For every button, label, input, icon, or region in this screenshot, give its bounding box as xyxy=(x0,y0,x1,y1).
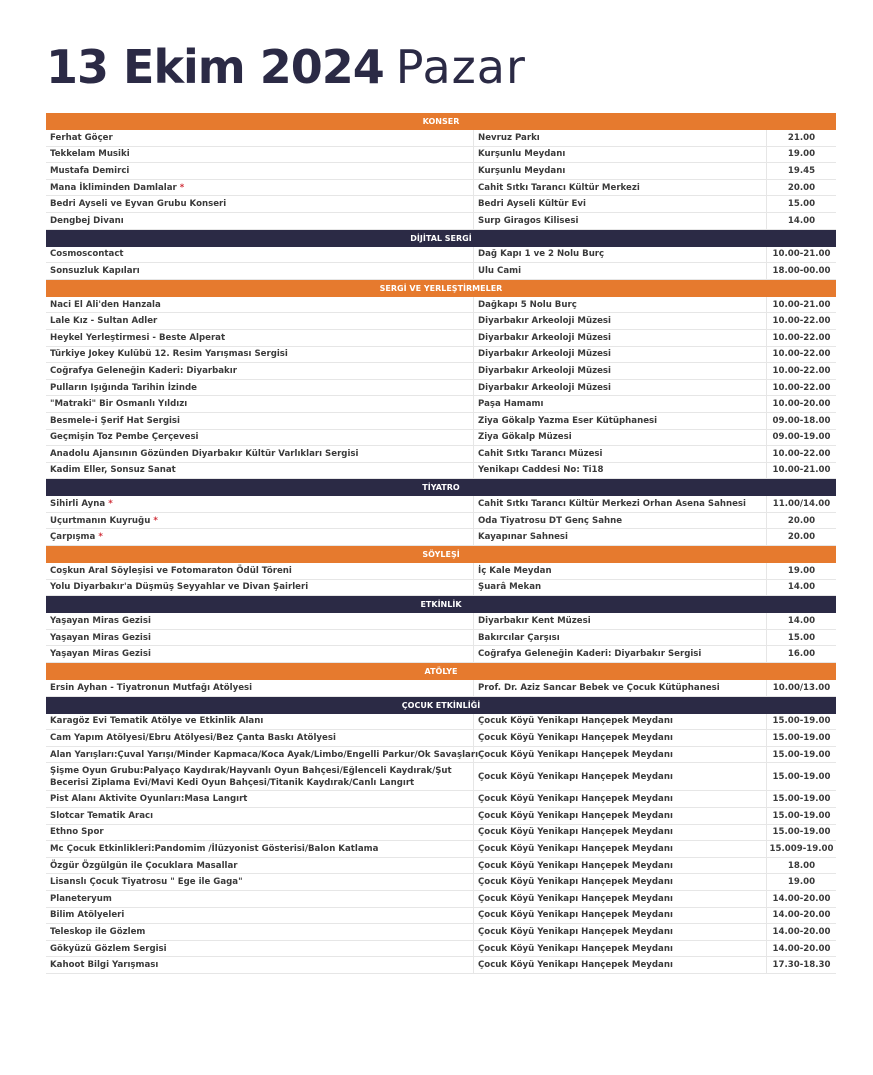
event-cell xyxy=(46,791,474,807)
venue-cell: Kurşunlu Meydanı xyxy=(474,163,767,179)
event-name: Pulların Işığında Tarihin İzinde xyxy=(50,382,197,393)
time-cell: 14.00 xyxy=(787,616,816,627)
venue-cell: Çocuk Köyü Yenikapı Hançepek Meydanı xyxy=(474,924,767,940)
table-row xyxy=(46,808,836,825)
event-name: Sonsuzluk Kapıları xyxy=(50,265,140,276)
venue-cell: Oda Tiyatrosu DT Genç Sahne xyxy=(474,513,767,529)
venue-cell: Çocuk Köyü Yenikapı Hançepek Meydanı xyxy=(474,747,767,763)
event-name: Mustafa Demirci xyxy=(50,165,130,176)
table-row xyxy=(46,858,836,875)
event-cell xyxy=(46,808,474,824)
venue-cell: Diyarbakır Arkeoloji Müzesi xyxy=(474,330,767,346)
venue-cell: Paşa Hamamı xyxy=(474,396,767,412)
venue-cell: Kayapınar Sahnesi xyxy=(474,529,767,545)
event-name: Çarpışma xyxy=(50,532,96,543)
event-cell xyxy=(46,730,474,746)
event-name: Kadim Eller, Sonsuz Sanat xyxy=(50,465,176,476)
venue-cell: İç Kale Meydan xyxy=(474,563,767,579)
table-row xyxy=(46,463,836,480)
venue-cell: Surp Giragos Kilisesi xyxy=(474,213,767,229)
table-row xyxy=(46,646,836,663)
event-cell xyxy=(46,763,474,790)
table-row xyxy=(46,413,836,430)
event-name: Yaşayan Miras Gezisi xyxy=(50,649,151,660)
event-name: Coğrafya Geleneğin Kaderi: Diyarbakır xyxy=(50,365,237,376)
event-cell xyxy=(46,580,474,596)
event-cell xyxy=(46,263,474,279)
table-row xyxy=(46,163,836,180)
time-cell: 10.00-22.00 xyxy=(772,316,831,327)
table-row xyxy=(46,313,836,330)
time-cell: 19.00 xyxy=(787,565,816,576)
event-name: Ersin Ayhan - Tiyatronun Mutfağı Atölyesi xyxy=(50,682,253,693)
venue-cell: Çocuk Köyü Yenikapı Hançepek Meydanı xyxy=(474,891,767,907)
venue-cell: Çocuk Köyü Yenikapı Hançepek Meydanı xyxy=(474,874,767,890)
table-row xyxy=(46,763,836,791)
venue-cell: Diyarbakır Arkeoloji Müzesi xyxy=(474,363,767,379)
table-row xyxy=(46,841,836,858)
event-cell xyxy=(46,646,474,662)
time-cell: 17.30-18.30 xyxy=(772,960,831,971)
table-row xyxy=(46,747,836,764)
time-cell: 15.009-19.00 xyxy=(769,843,834,854)
table-row xyxy=(46,957,836,974)
event-name: Slotcar Tematik Aracı xyxy=(50,810,154,821)
event-name: Özgür Özgülgün ile Çocuklara Masallar xyxy=(50,860,238,871)
table-row xyxy=(46,730,836,747)
time-cell: 15.00-19.00 xyxy=(772,827,831,838)
event-name: Planeteryum xyxy=(50,893,112,904)
event-name: Anadolu Ajansının Gözünden Diyarbakır Kültür Varlıkları Sergisi xyxy=(50,448,359,459)
event-cell xyxy=(46,957,474,973)
section-header: SÖYLEŞİ xyxy=(46,546,836,563)
event-cell xyxy=(46,891,474,907)
event-name: Heykel Yerleştirmesi - Beste Alperat xyxy=(50,332,226,343)
venue-cell: Bakırcılar Çarşısı xyxy=(474,630,767,646)
table-row xyxy=(46,130,836,147)
section-header: DİJİTAL SERGİ xyxy=(46,230,836,247)
venue-cell: Prof. Dr. Aziz Sancar Bebek ve Çocuk Kütüphanesi xyxy=(474,680,767,696)
event-name: Gökyüzü Gözlem Sergisi xyxy=(50,943,167,954)
time-cell: 10.00-22.00 xyxy=(772,365,831,376)
table-row xyxy=(46,891,836,908)
table-row xyxy=(46,380,836,397)
time-cell: 14.00-20.00 xyxy=(772,943,831,954)
event-cell xyxy=(46,380,474,396)
venue-cell: Ulu Cami xyxy=(474,263,767,279)
event-name: Naci El Ali'den Hanzala xyxy=(50,299,161,310)
time-cell: 20.00 xyxy=(787,532,816,543)
table-row xyxy=(46,496,836,513)
event-name: Dengbej Divanı xyxy=(50,215,124,226)
section-header: ETKİNLİK xyxy=(46,596,836,613)
event-name: Ethno Spor xyxy=(50,827,104,838)
event-cell xyxy=(46,130,474,146)
event-name: Coşkun Aral Söyleşisi ve Fotomaraton Ödül Töreni xyxy=(50,565,292,576)
table-row xyxy=(46,529,836,546)
table-row xyxy=(46,247,836,264)
venue-cell: Çocuk Köyü Yenikapı Hançepek Meydanı xyxy=(474,714,767,730)
event-name: Cosmoscontact xyxy=(50,249,124,260)
time-cell: 15.00-19.00 xyxy=(772,733,831,744)
title-date: 13 Ekim 2024 xyxy=(46,40,384,94)
table-row xyxy=(46,180,836,197)
table-row xyxy=(46,363,836,380)
table-row xyxy=(46,791,836,808)
time-cell: 14.00-20.00 xyxy=(772,893,831,904)
event-cell xyxy=(46,180,474,196)
time-cell: 10.00-22.00 xyxy=(772,332,831,343)
time-cell: 20.00 xyxy=(787,515,816,526)
venue-cell: Ziya Gökalp Yazma Eser Kütüphanesi xyxy=(474,413,767,429)
event-cell xyxy=(46,924,474,940)
event-name: Yaşayan Miras Gezisi xyxy=(50,616,151,627)
event-name: Karagöz Evi Tematik Atölye ve Etkinlik Alanı xyxy=(50,716,264,727)
event-name: Yolu Diyarbakır'a Düşmüş Seyyahlar ve Divan Şairleri xyxy=(50,582,309,593)
event-cell xyxy=(46,630,474,646)
table-row xyxy=(46,446,836,463)
section-header: ÇOCUK ETKİNLİĞİ xyxy=(46,697,836,714)
venue-cell: Ziya Gökalp Müzesi xyxy=(474,430,767,446)
time-cell: 19.45 xyxy=(787,165,816,176)
venue-cell: Çocuk Köyü Yenikapı Hançepek Meydanı xyxy=(474,791,767,807)
table-row xyxy=(46,580,836,597)
time-cell: 14.00-20.00 xyxy=(772,910,831,921)
table-row xyxy=(46,924,836,941)
table-row xyxy=(46,330,836,347)
event-cell xyxy=(46,196,474,212)
time-cell: 15.00-19.00 xyxy=(772,794,831,805)
time-cell: 10.00-21.00 xyxy=(772,249,831,260)
event-name: Uçurtmanın Kuyruğu xyxy=(50,515,151,526)
time-cell: 09.00-19.00 xyxy=(772,432,831,443)
venue-cell: Çocuk Köyü Yenikapı Hançepek Meydanı xyxy=(474,763,767,790)
venue-cell: Diyarbakır Kent Müzesi xyxy=(474,613,767,629)
venue-cell: Yenikapı Caddesi No: Ti18 xyxy=(474,463,767,479)
time-cell: 15.00 xyxy=(787,632,816,643)
time-cell: 15.00-19.00 xyxy=(772,771,831,782)
event-cell xyxy=(46,330,474,346)
section-header: TİYATRO xyxy=(46,479,836,496)
event-cell xyxy=(46,163,474,179)
table-row xyxy=(46,680,836,697)
time-cell: 16.00 xyxy=(787,649,816,660)
venue-cell: Nevruz Parkı xyxy=(474,130,767,146)
asterisk-marker: * xyxy=(179,182,185,193)
table-row xyxy=(46,874,836,891)
time-cell: 10.00-22.00 xyxy=(772,448,831,459)
venue-cell: Diyarbakır Arkeoloji Müzesi xyxy=(474,380,767,396)
time-cell: 21.00 xyxy=(787,132,816,143)
event-name: Tekkelam Musiki xyxy=(50,149,130,160)
time-cell: 18.00 xyxy=(787,860,816,871)
time-cell: 11.00/14.00 xyxy=(772,499,831,510)
event-name: Türkiye Jokey Kulübü 12. Resim Yarışması Sergisi xyxy=(50,349,288,360)
event-cell xyxy=(46,463,474,479)
event-cell xyxy=(46,413,474,429)
venue-cell: Çocuk Köyü Yenikapı Hançepek Meydanı xyxy=(474,941,767,957)
section-header: ATÖLYE xyxy=(46,663,836,680)
title-day: Pazar xyxy=(395,40,526,94)
venue-cell: Cahit Sıtkı Tarancı Kültür Merkezi Orhan Asena Sahnesi xyxy=(474,496,767,512)
time-cell: 14.00 xyxy=(787,582,816,593)
event-name: Besmele-i Şerif Hat Sergisi xyxy=(50,415,180,426)
time-cell: 14.00 xyxy=(787,215,816,226)
table-row xyxy=(46,396,836,413)
table-row xyxy=(46,297,836,314)
event-name: Bedri Ayseli ve Eyvan Grubu Konseri xyxy=(50,199,227,210)
event-name: Alan Yarışları:Çuval Yarışı/Minder Kapmaca/Koca Ayak/Limbo/Engelli Parkur/Ok Savaşları xyxy=(50,749,479,760)
asterisk-marker: * xyxy=(108,499,113,510)
event-name: Ferhat Göçer xyxy=(50,132,113,143)
venue-cell: Bedri Ayseli Kültür Evi xyxy=(474,196,767,212)
event-name: Şişme Oyun Grubu:Palyaço Kaydırak/Hayvanlı Oyun Bahçesi/Eğlenceli Kaydırak/Şut Becerisi Ziplama Evi/Mavi Kedi Oyun Bahçesi/Titanik Kaydırak/Canlı Langırt xyxy=(50,765,452,788)
table-row xyxy=(46,714,836,731)
event-name: Cam Yapım Atölyesi/Ebru Atölyesi/Bez Çanta Baskı Atölyesi xyxy=(50,733,336,744)
event-name: Yaşayan Miras Gezisi xyxy=(50,632,151,643)
time-cell: 09.00-18.00 xyxy=(772,415,831,426)
table-row xyxy=(46,263,836,280)
event-cell xyxy=(46,430,474,446)
venue-cell: Çocuk Köyü Yenikapı Hançepek Meydanı xyxy=(474,858,767,874)
table-row xyxy=(46,630,836,647)
table-row xyxy=(46,825,836,842)
event-cell xyxy=(46,529,474,545)
event-cell xyxy=(46,858,474,874)
table-row xyxy=(46,147,836,164)
time-cell: 15.00 xyxy=(787,199,816,210)
time-cell: 20.00 xyxy=(787,182,816,193)
venue-cell: Dağkapı 5 Nolu Burç xyxy=(474,297,767,313)
event-cell xyxy=(46,446,474,462)
event-cell xyxy=(46,396,474,412)
table-row xyxy=(46,908,836,925)
venue-cell: Diyarbakır Arkeoloji Müzesi xyxy=(474,313,767,329)
asterisk-marker: * xyxy=(153,515,158,526)
venue-cell: Cahit Sıtkı Tarancı Müzesi xyxy=(474,446,767,462)
event-name: Sihirli Ayna xyxy=(50,499,106,510)
venue-cell: Şuarâ Mekan xyxy=(474,580,767,596)
event-cell xyxy=(46,247,474,263)
table-row xyxy=(46,347,836,364)
event-cell xyxy=(46,747,479,763)
event-name: Bilim Atölyeleri xyxy=(50,910,125,921)
table-row xyxy=(46,430,836,447)
page-title xyxy=(46,40,526,100)
venue-cell: Kurşunlu Meydanı xyxy=(474,147,767,163)
table-row xyxy=(46,213,836,230)
time-cell: 14.00-20.00 xyxy=(772,926,831,937)
table-row xyxy=(46,613,836,630)
section-header: SERGİ VE YERLEŞTİRMELER xyxy=(46,280,836,297)
venue-cell: Çocuk Köyü Yenikapı Hançepek Meydanı xyxy=(474,730,767,746)
event-name: Kahoot Bilgi Yarışması xyxy=(50,960,159,971)
table-row xyxy=(46,196,836,213)
time-cell: 15.00-19.00 xyxy=(772,716,831,727)
venue-cell: Çocuk Köyü Yenikapı Hançepek Meydanı xyxy=(474,957,767,973)
schedule-table xyxy=(46,113,836,974)
venue-cell: Coğrafya Geleneğin Kaderi: Diyarbakır Sergisi xyxy=(474,646,767,662)
venue-cell: Çocuk Köyü Yenikapı Hançepek Meydanı xyxy=(474,841,767,857)
event-cell xyxy=(46,908,474,924)
asterisk-marker: * xyxy=(98,532,103,543)
event-cell xyxy=(46,714,474,730)
event-name: Mc Çocuk Etkinlikleri:Pandomim /İlüzyonist Gösterisi/Balon Katlama xyxy=(50,843,379,854)
event-cell xyxy=(46,941,474,957)
event-cell xyxy=(46,825,474,841)
venue-cell: Çocuk Köyü Yenikapı Hançepek Meydanı xyxy=(474,808,767,824)
table-row xyxy=(46,941,836,958)
venue-cell: Çocuk Köyü Yenikapı Hançepek Meydanı xyxy=(474,825,767,841)
venue-cell: Diyarbakır Arkeoloji Müzesi xyxy=(474,347,767,363)
event-cell xyxy=(46,613,474,629)
event-name: Pist Alanı Aktivite Oyunları:Masa Langırt xyxy=(50,794,248,805)
event-name: Teleskop ile Gözlem xyxy=(50,926,146,937)
section-header: KONSER xyxy=(46,113,836,130)
event-cell xyxy=(46,347,474,363)
event-cell xyxy=(46,147,474,163)
event-cell xyxy=(46,841,474,857)
time-cell: 10.00-21.00 xyxy=(772,465,831,476)
time-cell: 10.00-22.00 xyxy=(772,349,831,360)
time-cell: 19.00 xyxy=(787,877,816,888)
event-cell xyxy=(46,297,474,313)
event-name: Mana İkliminden Damlalar xyxy=(50,182,177,193)
table-row xyxy=(46,513,836,530)
event-cell xyxy=(46,363,474,379)
event-cell xyxy=(46,496,474,512)
event-cell xyxy=(46,213,474,229)
time-cell: 15.00-19.00 xyxy=(772,749,831,760)
time-cell: 10.00/13.00 xyxy=(772,682,831,693)
event-name: Geçmişin Toz Pembe Çerçevesi xyxy=(50,432,199,443)
table-row xyxy=(46,563,836,580)
time-cell: 10.00-22.00 xyxy=(772,382,831,393)
venue-cell: Cahit Sıtkı Tarancı Kültür Merkezi xyxy=(474,180,767,196)
event-name: Lale Kız - Sultan Adler xyxy=(50,316,158,327)
event-name: "Matraki" Bir Osmanlı Yıldızı xyxy=(50,399,188,410)
time-cell: 18.00-00.00 xyxy=(772,265,831,276)
event-cell xyxy=(46,874,474,890)
venue-cell: Çocuk Köyü Yenikapı Hançepek Meydanı xyxy=(474,908,767,924)
venue-cell: Dağ Kapı 1 ve 2 Nolu Burç xyxy=(474,247,767,263)
time-cell: 10.00-21.00 xyxy=(772,299,831,310)
event-cell xyxy=(46,563,474,579)
event-cell xyxy=(46,313,474,329)
event-cell xyxy=(46,513,474,529)
event-name: Lisanslı Çocuk Tiyatrosu " Ege ile Gaga" xyxy=(50,877,243,888)
time-cell: 10.00-20.00 xyxy=(772,399,831,410)
time-cell: 19.00 xyxy=(787,149,816,160)
time-cell: 15.00-19.00 xyxy=(772,810,831,821)
event-cell xyxy=(46,680,474,696)
